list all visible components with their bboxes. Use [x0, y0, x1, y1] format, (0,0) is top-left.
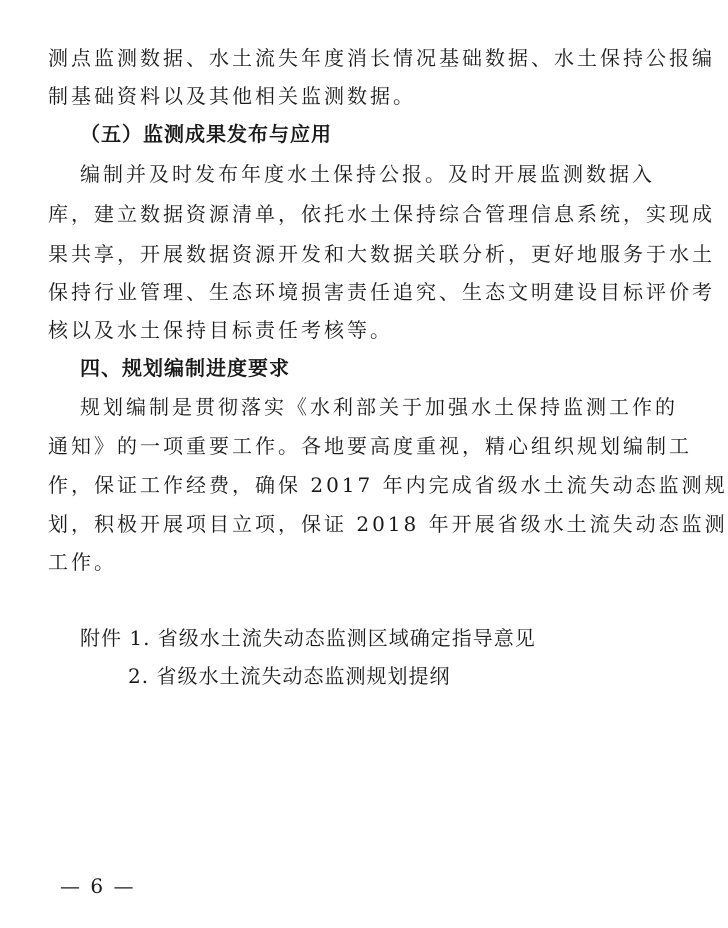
paragraph-line: 通知》的一项重要工作。各地要高度重视，精心组织规划编制工 [48, 434, 692, 458]
page-number: — 6 — [60, 874, 136, 898]
section-heading-4: 四、规划编制进度要求 [80, 356, 290, 380]
paragraph-line: 库，建立数据资源清单，依托水土保持综合管理信息系统，实现成 [48, 202, 715, 226]
paragraph-line: 保持行业管理、生态环境损害责任追究、生态文明建设目标评价考 [48, 280, 715, 304]
section-heading-5: （五）监测成果发布与应用 [80, 122, 332, 146]
paragraph-line: 作，保证工作经费，确保 2017 年内完成省级水土流失动态监测规 [48, 473, 728, 497]
attachment-item-1: 附件 1. 省级水土流失动态监测区域确定指导意见 [80, 626, 536, 650]
paragraph-line: 制基础资料以及其他相关监测数据。 [48, 84, 416, 108]
paragraph-line: 核以及水土保持目标责任考核等。 [48, 318, 393, 342]
paragraph-line: 划，积极开展项目立项，保证 2018 年开展省级水土流失动态监测 [48, 512, 728, 536]
paragraph-line: 规划编制是贯彻落实《水利部关于加强水土保持监测工作的 [80, 395, 678, 419]
paragraph-line: 果共享，开展数据资源开发和大数据关联分析，更好地服务于水土 [48, 242, 715, 266]
attachment-item-2: 2. 省级水土流失动态监测规划提纲 [128, 664, 451, 688]
paragraph-line: 测点监测数据、水土流失年度消长情况基础数据、水土保持公报编 [48, 46, 715, 70]
paragraph-line: 工作。 [48, 550, 117, 574]
paragraph-line: 编制并及时发布年度水土保持公报。及时开展监测数据入 [80, 162, 655, 186]
